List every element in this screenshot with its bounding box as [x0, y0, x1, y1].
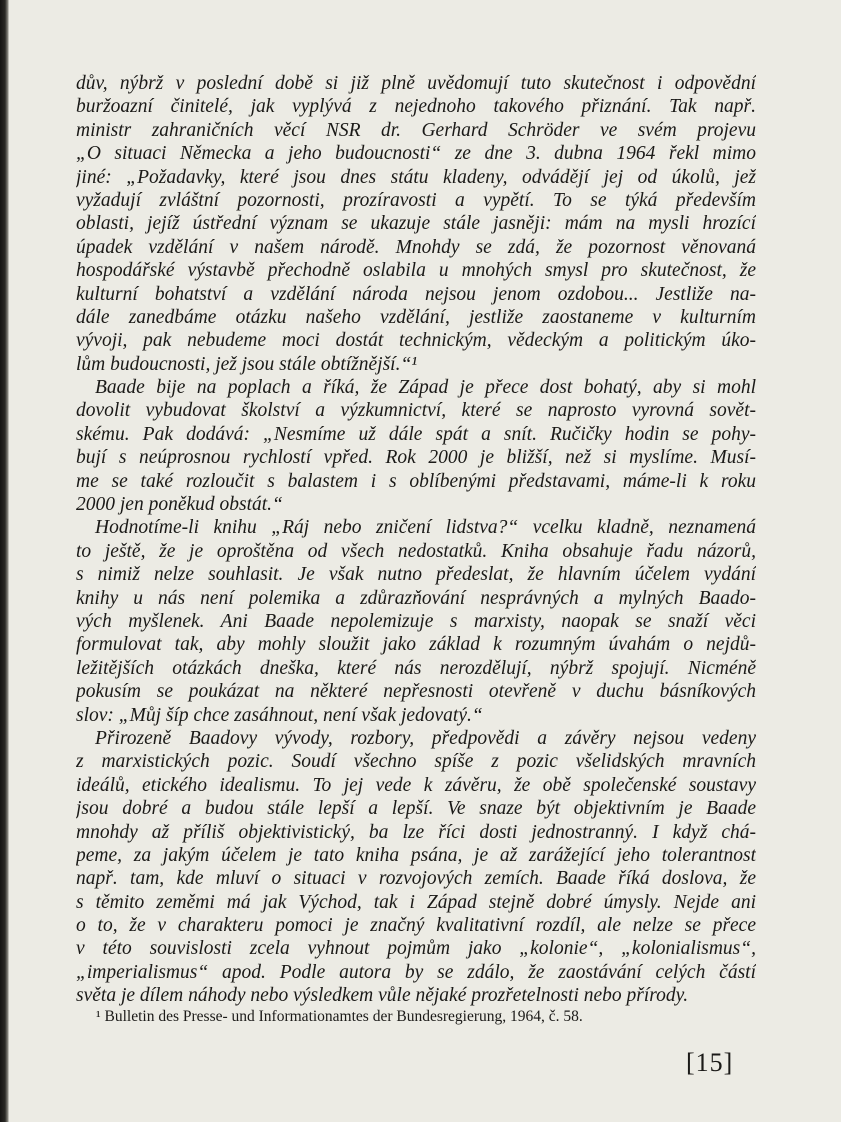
text-line: peme, za jakým účelem je tato kniha psána, je až zarážející jeho tolerantnost: [76, 844, 756, 866]
page-binding-edge: [0, 0, 9, 1122]
text-line: ideálů, etického idealismu. To jej vede k závěru, že obě společenské soustavy: [76, 774, 756, 796]
text-line: dovolit vybudovat školství a výzkumnictví, které se naprosto vyrovná sovět-: [76, 400, 756, 422]
text-line: vých myšlenek. Ani Baade nepolemizuje s marxisty, naopak se snaží věci: [76, 610, 756, 632]
text-line: me se také rozloučit s balastem i s oblíbenými představami, máme-li k roku: [76, 470, 756, 492]
text-line: o to, že v charakteru pomoci je značný kvalitativní rozdíl, ale nelze se přece: [76, 915, 756, 937]
text-line: ministr zahraničních věcí NSR dr. Gerhard Schröder ve svém projevu: [76, 119, 756, 141]
page-number: [15]: [686, 1048, 734, 1077]
text-line: s nimiž nelze souhlasit. Je však nutno předeslat, že hlavním účelem vydání: [76, 564, 756, 586]
text-line: pokusím se poukázat na některé nepřesnosti otevřeně v duchu básníkových: [76, 681, 756, 703]
text-line: kulturní bohatství a vzdělání národa nejsou jenom ozdobou... Jestliže na-: [76, 283, 756, 305]
text-line: s těmito zeměmi má jak Východ, tak i Západ stejně dobré úmysly. Nejde ani: [76, 891, 756, 913]
text-line: vyžadují zvláštní pozornosti, prozíravosti a vypětí. To se týká především: [76, 189, 756, 211]
text-line: dův, nýbrž v poslední době si již plně uvědomují tuto skutečnost i odpovědní: [76, 73, 756, 94]
text-line: skému. Pak dodává: „Nesmíme už dále spát a snít. Ručičky hodin se pohy-: [76, 423, 756, 445]
paragraph-start-line: Přirozeně Baadovy vývody, rozbory, předpovědi a závěry nejsou vedeny: [95, 727, 756, 749]
text-line: dále zanedbáme otázku našeho vzdělání, jestliže zaostaneme v kulturním: [76, 306, 756, 328]
text-line: světa je dílem náhody nebo výsledkem vůle nějaké prozřetelnosti nebo přírody.: [76, 985, 689, 1007]
text-line: „O situaci Německa a jeho budoucnosti“ ze dne 3. dubna 1964 řekl mimo: [76, 143, 756, 165]
text-line: vývoji, pak nebudeme moci dostát technickým, vědeckým a politickým úko-: [76, 330, 756, 352]
text-line: bují s neúprosnou rychlostí vpřed. Rok 2000 je bližší, než si myslíme. Musí-: [76, 447, 756, 469]
text-line: oblasti, jejíž ústřední význam se ukazuje stále jasněji: mám na mysli hrozící: [76, 213, 756, 235]
text-line: např. tam, kde mluví o situaci v rozvojových zemích. Baade říká doslova, že: [76, 868, 756, 890]
text-line: jiné: „Požadavky, které jsou dnes státu kladeny, odvádějí jej od úkolů, jež: [76, 166, 756, 188]
text-line: hospodářské výstavbě přechodně oslabila u mnohých smysl pro skutečnost, že: [76, 260, 756, 282]
text-line: ležitějších otázkách dneška, které nás nerozdělují, nýbrž spojují. Nicméně: [76, 657, 756, 679]
footnote: ¹ Bulletin des Presse- und Informationamtes der Bundesregierung, 1964, č. 58.: [96, 1008, 583, 1025]
text-line: v této souvislosti zcela vyhnout pojmům jako „kolonie“, „kolonialismus“,: [76, 938, 756, 960]
text-line: úpadek vzdělání v našem národě. Mnohdy se zdá, že pozornost věnovaná: [76, 236, 756, 258]
body-text: [76, 72, 756, 1008]
text-line: to ještě, že je oproštěna od všech nedostatků. Kniha obsahuje řadu názorů,: [76, 540, 756, 562]
text-line: „imperialismus“ apod. Podle autora by se zdálo, že zaostávání celých částí: [76, 961, 756, 983]
paragraph-start-line: Baade bije na poplach a říká, že Západ je přece dost bohatý, aby si mohl: [95, 377, 756, 399]
text-line: buržoazní činitelé, jak vyplývá z nejednoho takového přiznání. Tak např.: [76, 96, 756, 118]
paragraph-start-line: Hodnotíme-li knihu „Ráj nebo zničení lidstva?“ vcelku kladně, neznamená: [95, 517, 756, 539]
text-line: z marxistických pozic. Soudí všechno spíše z pozic všelidských mravních: [76, 751, 756, 773]
text-line: knihy u nás není polemika a zdůrazňování nesprávných a mylných Baado-: [76, 587, 756, 609]
text-line: lům budoucnosti, jež jsou stále obtížnější.“¹: [76, 353, 418, 375]
text-line: slov: „Můj šíp chce zasáhnout, není však jedovatý.“: [76, 704, 483, 726]
text-line: mnohdy až příliš objektivistický, ba lze říci dosti jednostranný. I když chá-: [76, 821, 756, 843]
text-line: 2000 jen poněkud obstát.“: [76, 494, 283, 516]
text-line: formulovat tak, aby mohly sloužit jako základ k rozumným úvahám o nejdů-: [76, 634, 756, 656]
text-line: jsou dobré a budou stále lepší a lepší. Ve snaze být objektivním je Baade: [76, 798, 756, 820]
